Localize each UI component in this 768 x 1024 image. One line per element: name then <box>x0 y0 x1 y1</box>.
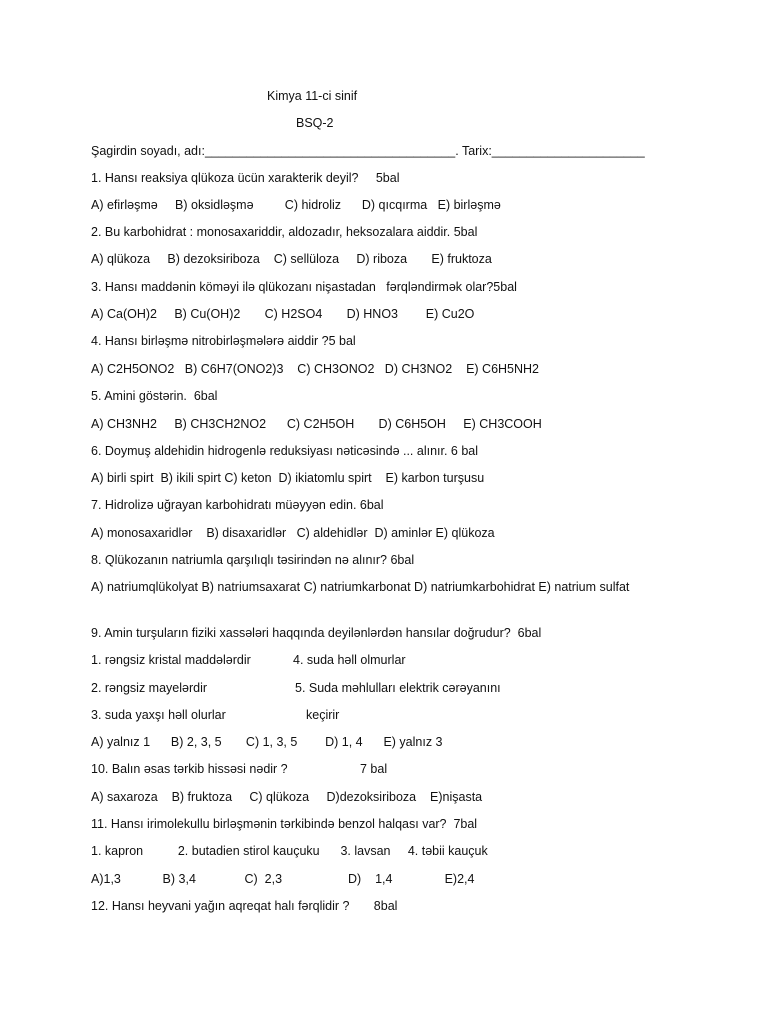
question-1: 1. Hansı reaksiya qlükoza ücün xarakterik deyil? 5bal <box>91 171 400 185</box>
question-2: 2. Bu karbohidrat : monosaxariddir, aldozadır, heksozalara aiddir. 5bal <box>91 225 478 239</box>
question-9-item-2: 2. rəngsiz mayelərdir <box>91 681 208 695</box>
question-2-options: A) qlükoza B) dezoksiriboza C) sellüloza D) riboza E) fruktoza <box>91 252 492 266</box>
question-8-options: A) natriumqlükolyat B) natriumsaxarat C) natriumkarbonat D) natriumkarbohidrat E) natrium sulfat <box>91 580 630 594</box>
worksheet-subtitle: BSQ-2 <box>296 116 334 130</box>
question-9-item-4: 4. suda həll olmurlar <box>293 653 406 667</box>
question-9-item-5-continued: keçirir <box>306 708 340 722</box>
question-7-options: A) monosaxaridlər B) disaxaridlər C) aldehidlər D) aminlər E) qlükoza <box>91 526 495 540</box>
question-12: 12. Hansı heyvani yağın aqreqat halı fərqlidir ? 8bal <box>91 899 398 913</box>
question-3: 3. Hansı maddənin köməyi ilə qlükozanı nişastadan fərqləndirmək olar?5bal <box>91 280 517 294</box>
question-10-points: 7 bal <box>360 762 388 776</box>
question-9-item-1: 1. rəngsiz kristal maddələrdir <box>91 653 251 667</box>
question-4: 4. Hansı birləşmə nitrobirləşmələrə aiddir ?5 bal <box>91 334 356 348</box>
question-1-options: A) efirləşmə B) oksidləşmə C) hidroliz D) qıcqırma E) birləşmə <box>91 198 501 212</box>
question-10-options: A) saxaroza B) fruktoza C) qlükoza D)dezoksiriboza E)nişasta <box>91 790 483 804</box>
question-9-options: A) yalnız 1 B) 2, 3, 5 C) 1, 3, 5 D) 1, 4 E) yalnız 3 <box>91 735 443 749</box>
question-9: 9. Amin turşuların fiziki xassələri haqqında deyilənlərdən hansılar doğrudur? 6bal <box>91 626 542 640</box>
question-5: 5. Amini göstərin. 6bal <box>91 389 218 403</box>
question-7: 7. Hidrolizə uğrayan karbohidratı müəyyən edin. 6bal <box>91 498 384 512</box>
question-11-options: A)1,3 B) 3,4 C) 2,3 D) 1,4 E)2,4 <box>91 872 475 886</box>
question-6: 6. Doymuş aldehidin hidrogenlə reduksiyası nəticəsində ... alınır. 6 bal <box>91 444 479 458</box>
question-3-options: A) Ca(OH)2 B) Cu(OH)2 C) H2SO4 D) HNO3 E) Cu2O <box>91 307 475 321</box>
question-11: 11. Hansı irimolekullu birləşmənin tərkibində benzol halqası var? 7bal <box>91 817 478 831</box>
question-9-item-3: 3. suda yaxşı həll olurlar <box>91 708 226 722</box>
question-10: 10. Balın əsas tərkib hissəsi nədir ? <box>91 762 288 776</box>
student-name-date-line: Şagirdin soyadı, adı:____________________________________. Tarix:______________________ <box>91 144 645 158</box>
worksheet-title: Kimya 11-ci sinif <box>267 89 358 103</box>
question-8: 8. Qlükozanın natriumla qarşılıqlı təsirindən nə alınır? 6bal <box>91 553 415 567</box>
question-9-item-5: 5. Suda məhlulları elektrik cərəyanını <box>295 681 501 695</box>
question-4-options: A) C2H5ONO2 B) C6H7(ONO2)3 C) CH3ONO2 D) CH3NO2 E) C6H5NH2 <box>91 362 540 376</box>
question-6-options: A) birli spirt B) ikili spirt C) keton D) ikiatomlu spirt E) karbon turşusu <box>91 471 485 485</box>
question-5-options: A) CH3NH2 B) CH3CH2NO2 C) C2H5OH D) C6H5OH E) CH3COOH <box>91 417 542 431</box>
question-11-items: 1. kapron 2. butadien stirol kauçuku 3. lavsan 4. təbii kauçuk <box>91 844 488 858</box>
